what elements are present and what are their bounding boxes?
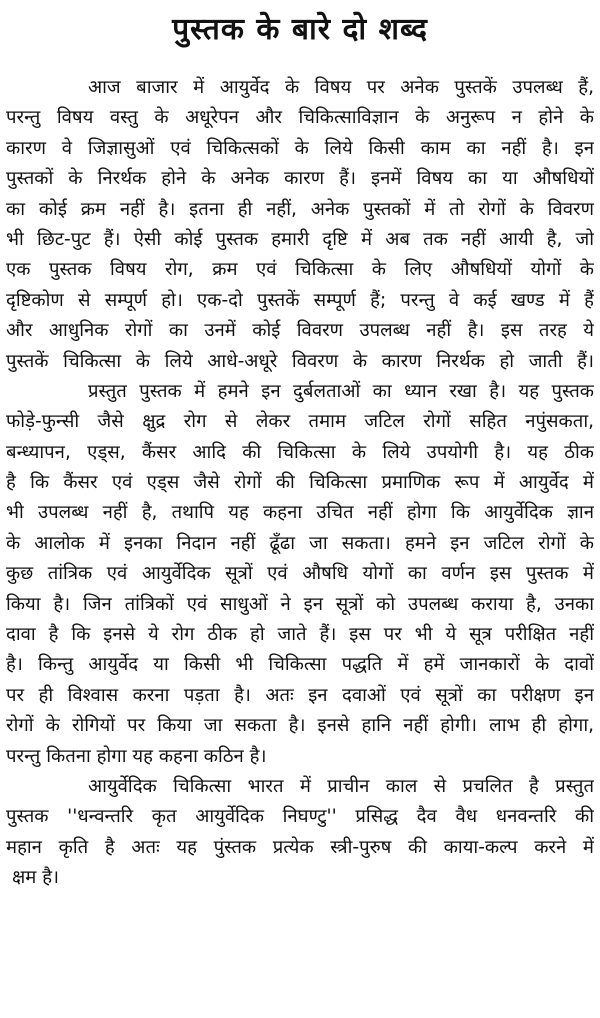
text-line: है कि कैंसर एवं एड्स जैसे रोगों की चिकित्सा प्रमाणिक रूप में आयुर्वेद में bbox=[6, 472, 594, 494]
text-line: पुस्तक ''धन्वन्तरि कृत आयुर्वेदिक निघण्टु'' प्रसिद्ध दैव वैध धनवन्तरि की bbox=[6, 806, 594, 828]
text-line: आयुर्वेदिक चिकित्सा भारत में प्राचीन काल से प्रचलित है प्रस्तुत bbox=[88, 775, 594, 797]
text-line: फोड़े-फुन्सी जैसे क्षुद्र रोग से लेकर तमाम जटिल रोगों सहित नपुंसकता, bbox=[6, 411, 594, 433]
text-line: भी छिट-पुट हैं। ऐसी कोई पुस्तक हमारी दृष्टि में अब तक नहीं आयी है, जो bbox=[6, 228, 594, 250]
text-line: परन्तु विषय वस्तु के अधूरेपन और चिकित्साविज्ञान के अनुरूप न होने के bbox=[6, 107, 594, 129]
text-line: के आलोक में इनका निदान नहीं ढूँढा जा सकता। हमने इन जटिल रोगों के bbox=[6, 532, 594, 554]
text-line: रोगों के रोगियों पर किया जा सकता है। इनसे हानि नहीं होगी। लाभ ही होगा, bbox=[6, 715, 594, 737]
paragraph-1 bbox=[6, 73, 594, 377]
text-line: पुस्तकें चिकित्सा के लिये आधे-अधूरे विवरण के कारण निरर्थक हो जाती हैं। bbox=[6, 350, 594, 372]
text-line: किया है। जिन तांत्रिकों एवं साधुओं ने इन सूत्रों को उपलब्ध कराया है, उनका bbox=[6, 593, 594, 615]
text-line: प्रस्तुत पुस्तक में हमने इन दुर्बलताओं का ध्यान रखा है। यह पुस्तक bbox=[88, 380, 594, 402]
text-line: महान कृति है अतः यह पुंस्तक प्रत्येक स्त्री-पुरुष की काया-कल्प करने में bbox=[6, 836, 594, 858]
paragraph-3 bbox=[6, 772, 594, 894]
page-title: पुस्तक के बारे दो शब्द bbox=[172, 12, 428, 47]
text-line: क्षम है। bbox=[12, 867, 60, 889]
text-line: पुस्तकों के निरर्थक होने के अनेक कारण हैं। इनमें विषय का या औषधियों bbox=[6, 168, 594, 190]
text-line: भी उपलब्ध नहीं है, तथापि यह कहना उचित नहीं होगा कि आयुर्वेदिक ज्ञान bbox=[6, 502, 594, 524]
document-body bbox=[6, 73, 594, 894]
text-line: पर ही विश्वास करना पड़ता है। अतः इन दवाओं एवं सूत्रों का परीक्षण इन bbox=[6, 684, 594, 706]
text-line: एक पुस्तक विषय रोग, क्रम एवं चिकित्सा के लिए औषधियों योगों के bbox=[6, 259, 594, 281]
text-line: का कोई क्रम नहीं है। इतना ही नहीं, अनेक पुस्तकों में तो रोगों के विवरण bbox=[6, 198, 594, 220]
text-line: कुछ तांत्रिक एवं आयुर्वेदिक सूत्रों एवं औषधि योगों का वर्णन इस पुस्तक में bbox=[6, 563, 594, 585]
text-line: परन्तु कितना होगा यह कहना कठिन है। bbox=[6, 745, 267, 767]
paragraph-2 bbox=[6, 377, 594, 772]
text-line: आज बाजार में आयुर्वेद के विषय पर अनेक पुस्तकें उपलब्ध हैं, bbox=[88, 77, 594, 98]
text-line: दावा है कि इनसे ये रोग ठीक हो जाते हैं। इस पर भी ये सूत्र परीक्षित नहीं bbox=[6, 624, 594, 646]
text-line: है। किन्तु आयुर्वेद या किसी भी चिकित्सा पद्धति में हमें जानकारों के दावों bbox=[6, 654, 594, 676]
text-line: कारण वे जिज्ञासुओं एवं चिकित्सकों के लिये किसी काम का नहीं है। इन bbox=[6, 137, 594, 159]
text-line: दृष्टिकोण से सम्पूर्ण हो। एक-दो पुस्तकें सम्पूर्ण हैं; परन्तु वे कई खण्ड में हैं bbox=[6, 289, 594, 311]
text-line: बन्ध्यापन, एड्स, कैंसर आदि की चिकित्सा के लिये उपयोगी है। यह ठीक bbox=[6, 441, 594, 463]
text-line: और आधुनिक रोगों का उनमें कोई विवरण उपलब्ध नहीं है। इस तरह ये bbox=[6, 320, 594, 342]
